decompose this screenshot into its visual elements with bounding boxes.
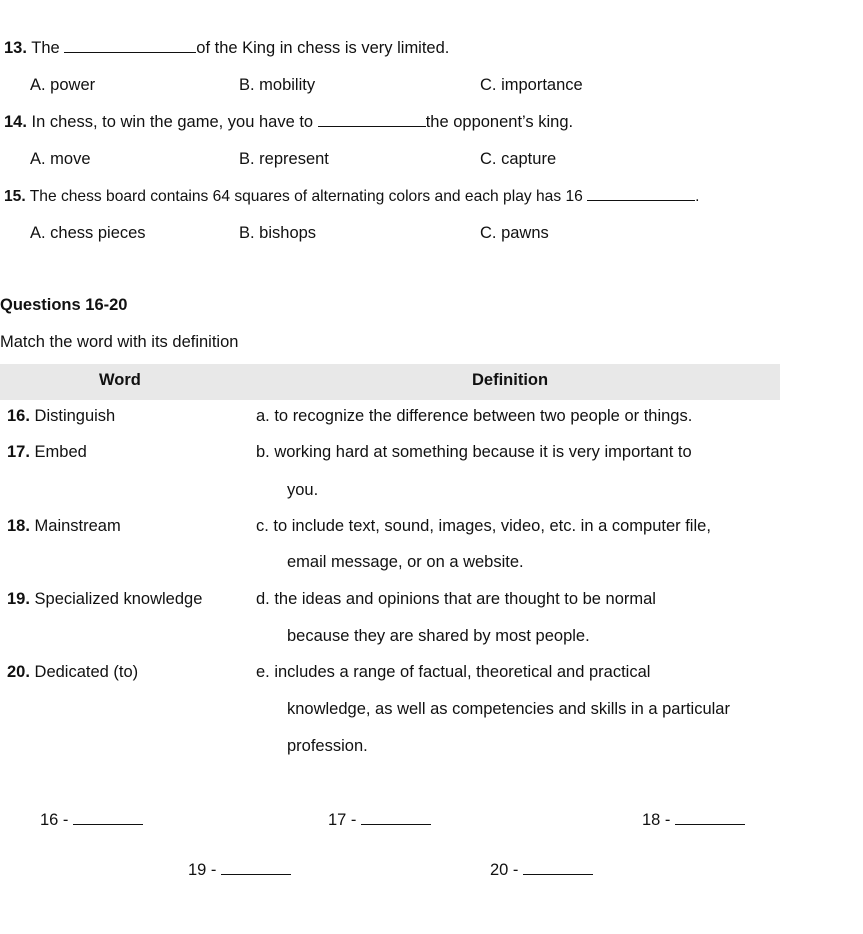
column-header-word: Word bbox=[99, 371, 141, 389]
stem-text: The chess board contains 64 squares of alternating colors and each play has 16 bbox=[29, 188, 588, 205]
option-15b[interactable]: B. bishops bbox=[239, 224, 317, 242]
question-15-stem bbox=[4, 186, 700, 207]
table-row-word bbox=[7, 406, 115, 426]
table-row-definition-cont: because they are shared by most people. bbox=[287, 627, 590, 645]
stem-text: The bbox=[31, 39, 65, 57]
answer-blank[interactable] bbox=[64, 38, 196, 53]
answer-label: 16 - bbox=[40, 811, 74, 829]
row-number: 19. bbox=[7, 590, 30, 608]
answer-blank[interactable] bbox=[361, 810, 431, 825]
column-header-definition: Definition bbox=[472, 371, 549, 389]
row-word: Specialized knowledge bbox=[34, 590, 203, 608]
answer-label: 17 - bbox=[328, 811, 362, 829]
table-row-word bbox=[7, 442, 87, 462]
option-13b[interactable]: B. mobility bbox=[239, 76, 316, 94]
question-number: 15. bbox=[4, 188, 26, 205]
answer-label: 20 - bbox=[490, 861, 524, 879]
row-number: 17. bbox=[7, 443, 30, 461]
option-14a[interactable]: A. move bbox=[30, 150, 91, 168]
table-row-definition-cont: email message, or on a website. bbox=[287, 553, 524, 571]
row-number: 20. bbox=[7, 663, 30, 681]
table-row-definition: b. working hard at something because it is very important to bbox=[256, 443, 692, 461]
row-word: Dedicated (to) bbox=[34, 663, 139, 681]
answer-17 bbox=[328, 810, 431, 830]
answer-label: 19 - bbox=[188, 861, 222, 879]
section-heading: Questions 16-20 bbox=[0, 296, 128, 314]
table-row-definition-cont: you. bbox=[287, 481, 319, 499]
answer-19 bbox=[188, 860, 291, 880]
table-row-definition: d. the ideas and opinions that are thought to be normal bbox=[256, 590, 656, 608]
answer-blank[interactable] bbox=[523, 860, 593, 875]
table-row-definition: e. includes a range of factual, theoretical and practical bbox=[256, 663, 651, 681]
option-14c[interactable]: C. capture bbox=[480, 150, 557, 168]
table-row-word bbox=[7, 662, 138, 682]
row-word: Distinguish bbox=[34, 407, 116, 425]
answer-18 bbox=[642, 810, 745, 830]
option-15a[interactable]: A. chess pieces bbox=[30, 224, 146, 242]
row-word: Embed bbox=[34, 443, 87, 461]
answer-blank[interactable] bbox=[221, 860, 291, 875]
option-15c[interactable]: C. pawns bbox=[480, 224, 549, 242]
question-14-stem bbox=[4, 112, 573, 132]
answer-blank[interactable] bbox=[675, 810, 745, 825]
table-row-definition-cont: knowledge, as well as competencies and skills in a particular bbox=[287, 700, 730, 718]
answer-16 bbox=[40, 810, 143, 830]
table-row-definition: c. to include text, sound, images, video, etc. in a computer file, bbox=[256, 517, 711, 535]
table-row-definition-cont: profession. bbox=[287, 737, 368, 755]
answer-20 bbox=[490, 860, 593, 880]
option-14b[interactable]: B. represent bbox=[239, 150, 329, 168]
answer-label: 18 - bbox=[642, 811, 676, 829]
row-word: Mainstream bbox=[34, 517, 121, 535]
question-number: 13. bbox=[4, 39, 27, 57]
stem-text: the opponent’s king. bbox=[425, 113, 574, 131]
option-13c[interactable]: C. importance bbox=[480, 76, 583, 94]
table-row-word bbox=[7, 589, 202, 609]
table-row-word bbox=[7, 516, 121, 536]
stem-text: . bbox=[695, 188, 700, 205]
answer-blank[interactable] bbox=[73, 810, 143, 825]
answer-blank[interactable] bbox=[318, 112, 426, 127]
stem-text: of the King in chess is very limited. bbox=[196, 39, 450, 57]
table-row-definition: a. to recognize the difference between two people or things. bbox=[256, 407, 693, 425]
section-instruction: Match the word with its definition bbox=[0, 333, 239, 351]
question-13-stem bbox=[4, 38, 449, 58]
question-number: 14. bbox=[4, 113, 27, 131]
stem-text: In chess, to win the game, you have to bbox=[31, 113, 318, 131]
option-13a[interactable]: A. power bbox=[30, 76, 96, 94]
answer-blank[interactable] bbox=[587, 186, 695, 201]
row-number: 16. bbox=[7, 407, 30, 425]
row-number: 18. bbox=[7, 517, 30, 535]
